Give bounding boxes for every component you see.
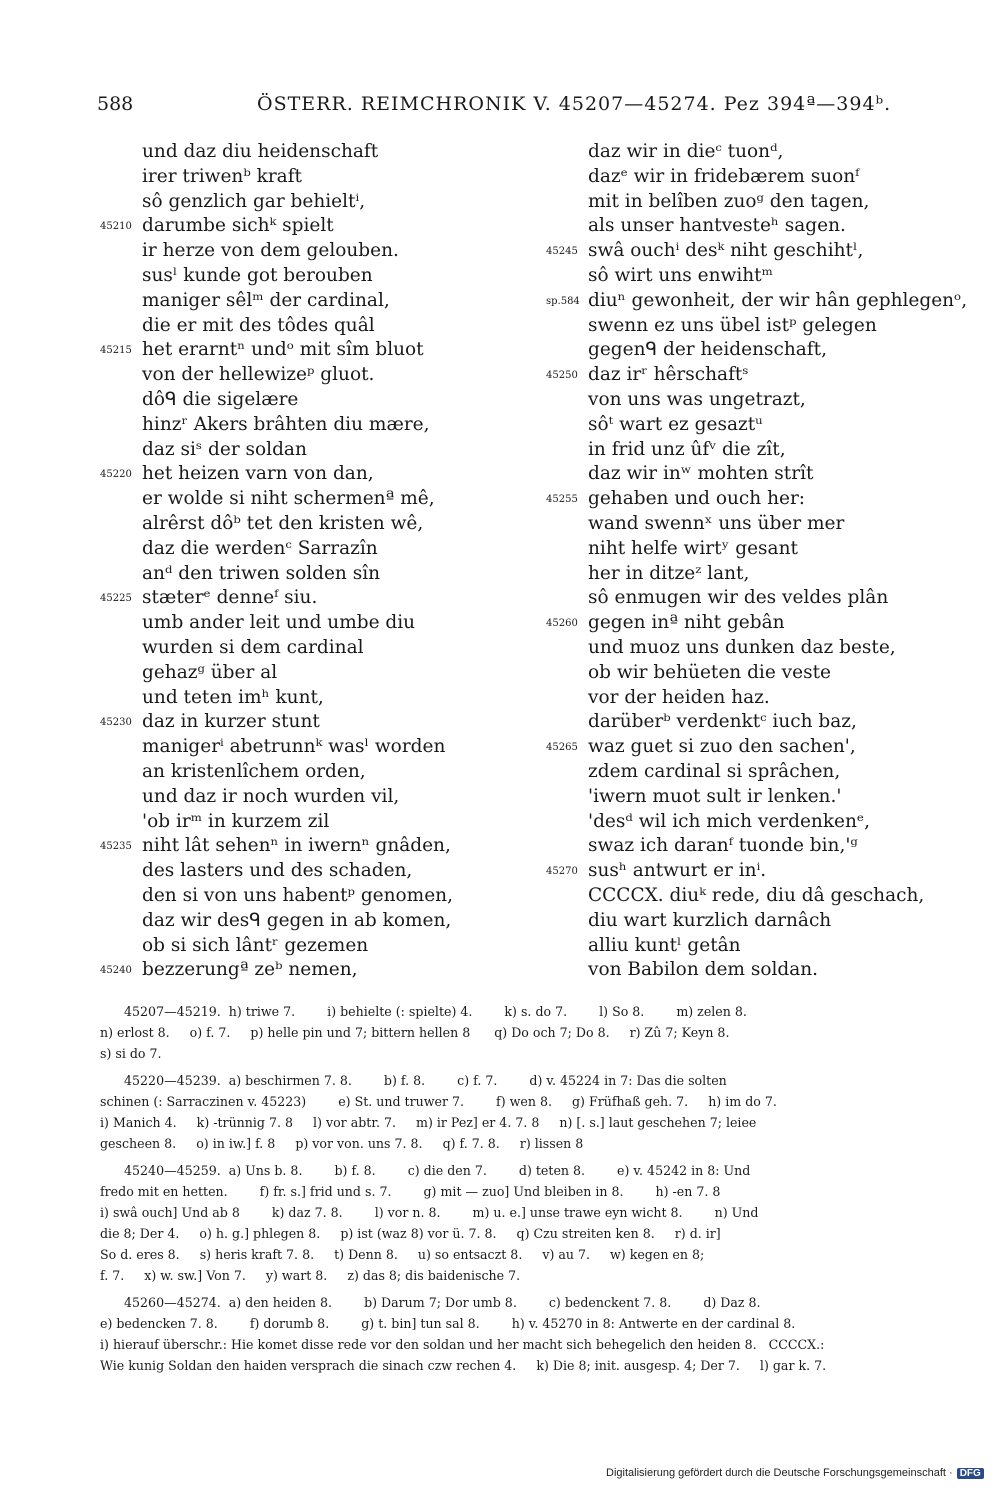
verse-text: swaz ich daranᶠ tuonde bin,'ᵍ	[588, 835, 858, 857]
verse-line	[100, 810, 520, 835]
verse-line	[546, 487, 976, 512]
verse-line	[546, 586, 976, 611]
verse-text: von uns was ungetrazt,	[588, 388, 806, 410]
running-title: ÖSTERR. REIMCHRONIK V. 45207—45274. Pez 394ª—394ᵇ.	[257, 93, 892, 115]
verse-line	[100, 388, 520, 413]
footnote-line: die 8; Der 4. o) h. g.] phlegen 8. p) ist (waz 8) vor ü. 7. 8. q) Czu streiten ken 8. r) d. ir]	[100, 1226, 721, 1241]
line-number: 45265	[546, 742, 578, 754]
verse-text: gehazᵍ über al	[142, 661, 278, 683]
verse-line	[546, 462, 976, 487]
verse-text: wand swennˣ uns über mer	[588, 512, 845, 534]
verse-text: vor der heiden haz.	[588, 686, 770, 708]
verse-text: dazᵉ wir in fridebærem suonᶠ	[588, 165, 860, 187]
verse-text: sô genzlich gar behieltⁱ,	[142, 190, 366, 212]
verse-line	[546, 214, 976, 239]
footnote-line: i) hierauf überschr.: Hie komet disse rede vor den soldan und her macht sich behegelich den heiden 8. CCCCX.:	[100, 1337, 825, 1352]
footnote-line: e) bedencken 7. 8. f) dorumb 8. g) t. bin] tun sal 8. h) v. 45270 in 8: Antwerte en der cardinal 8.	[100, 1316, 796, 1331]
verse-text: umb ander leit und umbe diu	[142, 612, 416, 634]
line-number: 45230	[100, 717, 132, 729]
line-number: 45210	[100, 221, 132, 233]
verse-line	[546, 239, 976, 264]
verse-text: CCCCX. diuᵏ rede, diu dâ geschach,	[588, 884, 925, 906]
verse-text: 'ob irᵐ in kurzem zil	[142, 810, 330, 832]
footnote-line: 45240—45259. a) Uns b. 8. b) f. 8. c) die den 7. d) teten 8. e) v. 45242 in 8: Und	[100, 1163, 751, 1178]
verse-line	[546, 562, 976, 587]
verse-line	[546, 661, 976, 686]
verse-line	[100, 958, 520, 983]
verse-text: alrêrst dôᵇ tet den kristen wê,	[142, 512, 424, 534]
verse-line	[100, 462, 520, 487]
verse-text: von Babilon dem soldan.	[588, 959, 819, 981]
dfg-logo: DFG	[957, 1468, 984, 1479]
footnote-line: f. 7. x) w. sw.] Von 7. y) wart 8. z) das 8; dis baidenische 7.	[100, 1268, 521, 1283]
footnotes	[100, 1001, 964, 1382]
verse-line	[100, 735, 520, 760]
footnote-line: 45260—45274. a) den heiden 8. b) Darum 7; Dor umb 8. c) bedenckent 7. 8. d) Daz 8.	[100, 1295, 761, 1310]
verse-line	[100, 834, 520, 859]
verse-line	[100, 537, 520, 562]
verse-text: susʰ antwurt er inⁱ.	[588, 860, 767, 882]
verse-text: niht lât sehenⁿ in iwernⁿ gnâden,	[142, 835, 451, 857]
verse-text: stæterᵉ denneᶠ siu.	[142, 587, 318, 609]
verse-line	[100, 934, 520, 959]
verse-text: daz wir desᑫ gegen in ab komen,	[142, 909, 452, 931]
verse-line	[546, 810, 976, 835]
line-number: 45220	[100, 469, 132, 481]
verse-line	[100, 661, 520, 686]
verse-text: daz wir in dieᶜ tuonᵈ,	[588, 141, 784, 162]
footnote-line: Wie kunig Soldan den haiden versprach die sinach czw rechen 4. k) Die 8; init. ausgesp. 4; Der 7. l) gar k. 7.	[100, 1358, 827, 1373]
verse-line	[100, 859, 520, 884]
verse-line	[100, 363, 520, 388]
verse-text: het erarntⁿ undᵒ mit sîm bluot	[142, 339, 424, 361]
verse-text: und daz diu heidenschaft	[142, 141, 379, 162]
verse-line	[100, 338, 520, 363]
verse-line	[546, 710, 976, 735]
line-number: 45235	[100, 841, 132, 853]
verse-line	[546, 438, 976, 463]
verse-text: ob si sich lântʳ gezemen	[142, 934, 369, 956]
verse-line	[100, 165, 520, 190]
verse-text: daz die werdenᶜ Sarrazîn	[142, 537, 378, 559]
verse-text: irer triwenᵇ kraft	[142, 165, 302, 187]
verse-text: diu wart kurzlich darnâch	[588, 909, 832, 931]
verse-text: und daz ir noch wurden vil,	[142, 785, 400, 807]
verse-text: swâ ouchⁱ desᵏ niht geschihtˡ,	[588, 240, 864, 262]
verse-text: dôᑫ die sigelære	[142, 388, 299, 410]
verse-line	[546, 314, 976, 339]
verse-line	[546, 289, 976, 314]
verse-text: ir herze von dem gelouben.	[142, 240, 399, 262]
verse-text: darumbe sichᵏ spielt	[142, 215, 334, 237]
verse-text: 'desᵈ wil ich mich verdenkenᵉ,	[588, 810, 870, 832]
footer-text: Digitalisierung gefördert durch die Deutsche Forschungsgemeinschaft ·	[606, 1467, 953, 1479]
verse-line	[100, 214, 520, 239]
footnote-line: s) si do 7.	[100, 1046, 162, 1061]
verse-text: daz wir inʷ mohten strît	[588, 463, 814, 485]
verse-text: und teten imʰ kunt,	[142, 686, 324, 708]
line-number: 45245	[546, 246, 578, 258]
verse-text: swenn ez uns übel istᵖ gelegen	[588, 314, 877, 336]
line-number: 45225	[100, 593, 132, 605]
verse-line	[546, 636, 976, 661]
verse-line	[100, 710, 520, 735]
verse-text: maniger sêlᵐ der cardinal,	[142, 289, 390, 311]
verse-text: 'iwern muot sult ir lenken.'	[588, 785, 842, 807]
footnote-line: 45207—45219. h) triwe 7. i) behielte (: spielte) 4. k) s. do 7. l) So 8. m) zelen 8.	[100, 1004, 747, 1019]
footnote-line: i) swâ ouch] Und ab 8 k) daz 7. 8. l) vor n. 8. m) u. e.] unse trawe eyn wicht 8. n) Und	[100, 1205, 759, 1220]
line-number: 45215	[100, 345, 132, 357]
line-number: 45260	[546, 618, 578, 630]
verse-line	[100, 264, 520, 289]
verse-line	[546, 413, 976, 438]
verse-text: sô enmugen wir des veldes plân	[588, 587, 889, 609]
verse-line	[546, 760, 976, 785]
line-number: 45255	[546, 494, 578, 506]
verse-text: mit in belîben zuoᵍ den tagen,	[588, 190, 870, 212]
verse-text: susˡ kunde got berouben	[142, 264, 373, 286]
verse-line	[546, 165, 976, 190]
verse-text: die er mit des tôdes quâl	[142, 314, 375, 336]
verse-text: manigerⁱ abetrunnᵏ wasˡ worden	[142, 736, 446, 758]
verse-text: in frid unz ûfᵛ die zît,	[588, 438, 786, 460]
verse-text: von der hellewizeᵖ gluot.	[142, 364, 375, 386]
verse-column-left	[100, 140, 520, 983]
verse-line	[546, 884, 976, 909]
verse-text: alliu kuntˡ getân	[588, 934, 741, 956]
verse-line	[546, 264, 976, 289]
verse-text: hinzʳ Akers brâhten diu mære,	[142, 413, 430, 435]
verse-line	[100, 190, 520, 215]
verse-line	[546, 859, 976, 884]
verse-text: daz irʳ hêrschaftˢ	[588, 364, 749, 386]
footnote-line: So d. eres 8. s) heris kraft 7. 8. t) Denn 8. u) so entsaczt 8. v) au 7. w) kegen en 8;	[100, 1247, 705, 1262]
verse-text: daz in kurzer stunt	[142, 711, 320, 733]
verse-text: des lasters und des schaden,	[142, 860, 413, 882]
verse-line	[546, 735, 976, 760]
verse-text: er wolde si niht schermenª mê,	[142, 488, 435, 510]
verse-text: und muoz uns dunken daz beste,	[588, 636, 896, 658]
verse-line	[100, 760, 520, 785]
footnote-line: fredo mit en hetten. f) fr. s.] frid und s. 7. g) mit — zuo] Und bleiben in 8. h) -en 7. 8	[100, 1184, 721, 1199]
line-number: 45240	[100, 965, 132, 977]
verse-text: an kristenlîchem orden,	[142, 760, 366, 782]
verse-line	[546, 785, 976, 810]
verse-line	[100, 884, 520, 909]
verse-text: niht helfe wirtʸ gesant	[588, 537, 798, 559]
footnote-line: schinen (: Sarraczinen v. 45223) e) St. und truwer 7. f) wen 8. g) Früfhaß geh. 7. h) im do 7.	[100, 1094, 777, 1109]
page-header	[97, 93, 963, 123]
verse-line	[100, 686, 520, 711]
verse-text: diuⁿ gewonheit, der wir hân gephlegenᵒ,	[588, 289, 968, 311]
verse-line	[546, 686, 976, 711]
verse-text: gegen inª niht gebân	[588, 612, 785, 634]
verse-line	[546, 338, 976, 363]
verse-line	[100, 611, 520, 636]
page-number: 588	[97, 93, 134, 115]
verse-line	[100, 140, 520, 165]
verse-text: daz siˢ der soldan	[142, 438, 307, 460]
verse-text: het heizen varn von dan,	[142, 463, 374, 485]
verse-line	[100, 636, 520, 661]
verse-text: her in ditzeᶻ lant,	[588, 562, 750, 584]
footnote-block	[100, 1070, 964, 1154]
verse-text: darüberᵇ verdenktᶜ iuch baz,	[588, 711, 857, 733]
verse-text: als unser hantvesteʰ sagen.	[588, 215, 846, 237]
verse-line	[546, 363, 976, 388]
footnote-block	[100, 1292, 964, 1376]
verse-line	[100, 314, 520, 339]
verse-text: anᵈ den triwen solden sîn	[142, 562, 381, 584]
footnote-line: n) erlost 8. o) f. 7. p) helle pin und 7; bittern hellen 8 q) Do och 7; Do 8. r) Zû 7; Keyn 8.	[100, 1025, 730, 1040]
footnote-line: 45220—45239. a) beschirmen 7. 8. b) f. 8. c) f. 7. d) v. 45224 in 7: Das die solten	[100, 1073, 727, 1088]
footer-credit	[606, 1467, 984, 1479]
verse-text: waz guet si zuo den sachen',	[588, 736, 856, 758]
verse-line	[100, 487, 520, 512]
footnote-line: i) Manich 4. k) -trünnig 7. 8 l) vor abtr. 7. m) ir Pez] er 4. 7. 8 n) [. s.] laut geschehen 7; leiee	[100, 1115, 757, 1130]
verse-text: ob wir behüeten die veste	[588, 661, 831, 683]
verse-line	[100, 512, 520, 537]
verse-line	[546, 388, 976, 413]
footnote-block	[100, 1160, 964, 1286]
verse-text: zdem cardinal si sprâchen,	[588, 760, 841, 782]
verse-line	[546, 934, 976, 959]
verse-line	[546, 537, 976, 562]
verse-text: bezzerungª zeᵇ nemen,	[142, 959, 358, 981]
verse-text: sôᵗ wart ez gesaztᵘ	[588, 413, 763, 435]
verse-text: gehaben und ouch her:	[588, 488, 806, 510]
line-number: 45270	[546, 866, 578, 878]
verse-line	[100, 562, 520, 587]
verse-line	[100, 909, 520, 934]
verse-line	[100, 785, 520, 810]
footnote-line: gescheen 8. o) in iw.] f. 8 p) vor von. uns 7. 8. q) f. 7. 8. r) lissen 8	[100, 1136, 584, 1151]
verse-text: gegenᑫ der heidenschaft,	[588, 339, 827, 361]
line-number: 45250	[546, 370, 578, 382]
verse-line	[100, 438, 520, 463]
verse-line	[546, 512, 976, 537]
verse-line	[546, 140, 976, 165]
verse-line	[546, 834, 976, 859]
verse-line	[100, 586, 520, 611]
verse-column-right	[546, 140, 976, 983]
verse-line	[100, 289, 520, 314]
verse-line	[546, 909, 976, 934]
verse-line	[546, 611, 976, 636]
verse-text: den si von uns habentᵖ genomen,	[142, 884, 453, 906]
verse-line	[546, 958, 976, 983]
verse-text: wurden si dem cardinal	[142, 636, 364, 658]
verse-line	[546, 190, 976, 215]
verse-line	[100, 239, 520, 264]
line-number: sp.584	[546, 295, 580, 307]
footnote-block	[100, 1001, 964, 1064]
verse-text: sô wirt uns enwihtᵐ	[588, 264, 773, 286]
verse-line	[100, 413, 520, 438]
